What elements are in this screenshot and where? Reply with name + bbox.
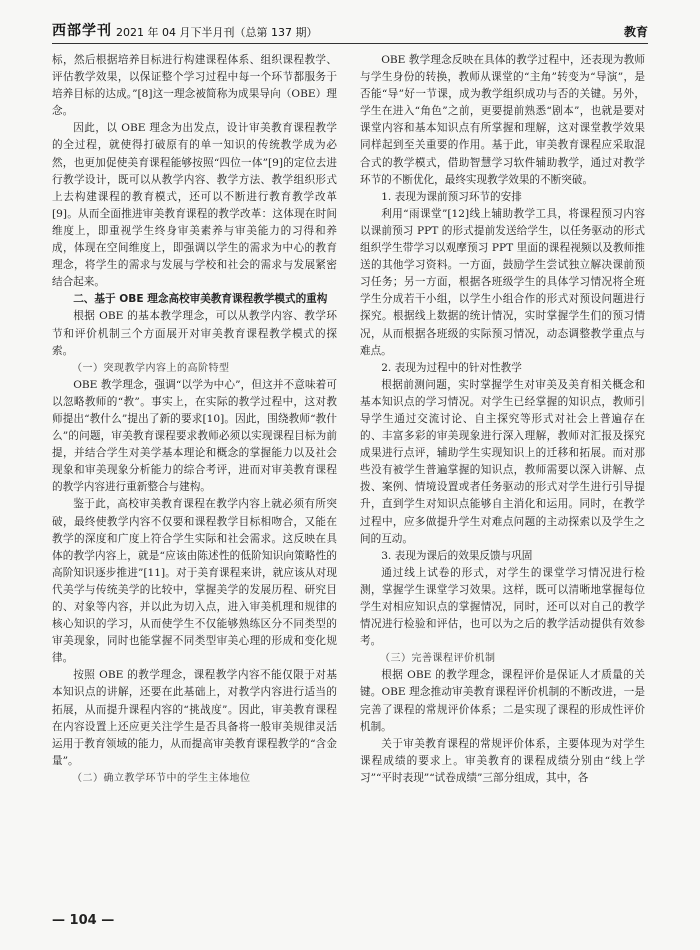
header-rule <box>52 43 648 44</box>
body-paragraph: 根据 OBE 的教学理念，课程评价是保证人才质量的关键。OBE 理念推动审美教育课程评价机制的不断改进，一是完善了课程的常规评价体系；二是实现了课程的形成性评价机制。 <box>360 669 645 733</box>
body-paragraph: 通过线上试卷的形式，对学生的课堂学习情况进行检测，掌握学生课堂学习效果。这样，既可以清晰地掌握每位学生对相应知识点的掌握情况，同时，还可以对自己的教学情况进行检验和评估，也可以为之后的教学活动提供有效参考。 <box>360 566 645 648</box>
body-paragraph: OBE 教学理念，强调“以学为中心”，但这并不意味着可以忽略教师的“教”。事实上，在实际的教学过程中，这对教师提出“教什么”提出了新的要求[10]。因此，围绕教师“教什么”的问题，审美教育课程要求教师必须以实现课程目标为前提，并结合学生对美学基本理论和概念的掌握能力以及社会现象和审美现象分析能力的综合考评，进而对审美教育课程的教学内容进行重新整合与建构。 <box>52 378 337 494</box>
body-paragraph: 鉴于此，高校审美教育课程在教学内容上就必须有所突破，最终使教学内容不仅要和课程教学目标相吻合，又能在教学的深度和广度上符合学生实际和社会需求。这反映在具体的教学内容上，就是“应该由陈述性的低阶知识向策略性的高阶知识逐步推进”[11]。对于美育课程来讲，就应该从对现代美学与传统美学的比较中，掌握美学的发展历程、研究目的、对象等内容，并以此为切入点，进入审美机理和规律的核心知识的学习，从而使学生不仅能够熟练区分不同类型的审美现象，同时也能掌握不同类型审美心理的形成和变化规律。 <box>52 498 337 665</box>
section-label: 教育 <box>623 25 648 39</box>
issue-info: 2021 年 04 月下半月刊（总第 137 期） <box>116 26 318 39</box>
page-number: — 104 — <box>52 913 115 928</box>
section-heading: 二、基于 OBE 理念高校审美教育课程教学模式的重构 <box>73 293 328 306</box>
magazine-title: 西部学刊 <box>52 23 112 39</box>
body-paragraph: 因此，以 OBE 理念为出发点，设计审美教育课程教学的全过程，就使得打破原有的单一知识的传统教学成为必然，也更加促使美育课程能够按照“四位一体”[9]的定位去进行教学设计，既可以从教学内容、教学方法、教学组织形式上去构建课程的教育模式，还可以不断进行教育教学改革[9]。从而全面推进审美教育课程的教学改革：这体现在时间维度上，即重视学生终身审美素养与审美能力的习得和养成，体现在空间维度上，即强调以学生的需求为中心的教育理念，将学生的需求与发展与学校和社会的需求与发展紧密结合起来。 <box>52 122 337 289</box>
subsection-heading: （一）突现教学内容上的高阶特型 <box>72 362 230 374</box>
body-paragraph: 根据 OBE 的基本教学理念，可以从教学内容、教学环节和评价机制三个方面展开对审美教育课程教学模式的探索。 <box>52 310 337 357</box>
body-paragraph: OBE 教学理念反映在具体的教学过程中，还表现为教师与学生身份的转换，教师从课堂的“主角”转变为“导演”，是否能“导”好一节课，成为教学组织成功与否的关键。另外，学生在进入“角色”之前，更要提前熟悉“剧本”，也就是要对课堂内容和基本知识点有所掌握和理解，这对课堂教学效果同样起到至关重要的作用。基于此，审美教育课程应采取混合式的教学模式，借助智慧学习软件辅助教学，通过对教学环节的不断优化，最终实现教学效果的不断突破。 <box>360 54 645 186</box>
body-paragraph: 1. 表现为课前预习环节的安排 <box>381 190 522 203</box>
body-paragraph: 关于审美教育课程的常规评价体系，主要体现为对学生课程成绩的要求上。审美教育的课程成绩分别由“线上学习”“平时表现”“试卷成绩”三部分组成，其中，各 <box>360 737 645 784</box>
left-column <box>52 52 337 892</box>
subsection-heading: （三）完善课程评价机制 <box>380 653 496 665</box>
body-paragraph: 按照 OBE 的教学理念，课程教学内容不能仅限于对基本知识点的讲解，还要在此基础上，对教学内容进行适当的拓展，从而提升课程内容的“挑战度”。因此，审美教育课程在内容设置上还应更关注学生是否具备将一般审美规律灵活运用于教育领域的能力，从而提高审美教育课程教学的“含金量”。 <box>52 669 337 767</box>
body-paragraph: 利用“雨课堂”[12]线上辅助教学工具，将课程预习内容以课前预习 PPT 的形式提前发送给学生，以任务驱动的形式组织学生带学习以观摩预习 PPT 里面的课程视频以及教师推送的其他学习资料。一方面，鼓励学生尝试独立解决课前预习任务；另一方面，根据各班级学生的具体学习情况将全班学生分成若干小组，以学生小组合作的形式对预设问题进行探究。根据线上数据的统计情况，实时掌握学生们的预习情况，从而根据各班级的实际预习情况，动态调整教学重点与难点。 <box>360 207 645 357</box>
subsection-heading: （二）确立教学环节中的学生主体地位 <box>72 772 251 784</box>
running-header <box>52 18 648 40</box>
body-paragraph: 标，然后根据培养目标进行构建课程体系、组织课程教学、评估教学效果，以保证整个学习过程中每一个环节都服务于培养目标的达成。”[8]这一理念被简称为成果导向（OBE）理念。 <box>52 54 337 118</box>
body-paragraph: 3. 表现为课后的效果反馈与巩固 <box>381 549 533 562</box>
right-column <box>360 52 645 892</box>
body-paragraph: 根据前测问题，实时掌握学生对审美及美育相关概念和基本知识点的学习情况。对学生已经掌握的知识点，教师引导学生通过交流讨论、自主探究等形式对社会上普遍存在的、丰富多彩的审美现象进行深入理解，教师对汇报及探究成果进行点评，辅助学生实现知识上的迁移和拓展。而对那些没有被学生普遍掌握的知识点，教师需要以深入讲解、点拨、案例、情境设置或者任务驱动的形式对学生进行引导提升，直到学生对知识点能够自主消化和运用。同时，在教学过程中，应多做提升学生对难点问题的主动探索以及学生之间的互动。 <box>360 378 645 545</box>
body-paragraph: 2. 表现为过程中的针对性教学 <box>381 361 522 374</box>
header-left <box>52 20 317 40</box>
